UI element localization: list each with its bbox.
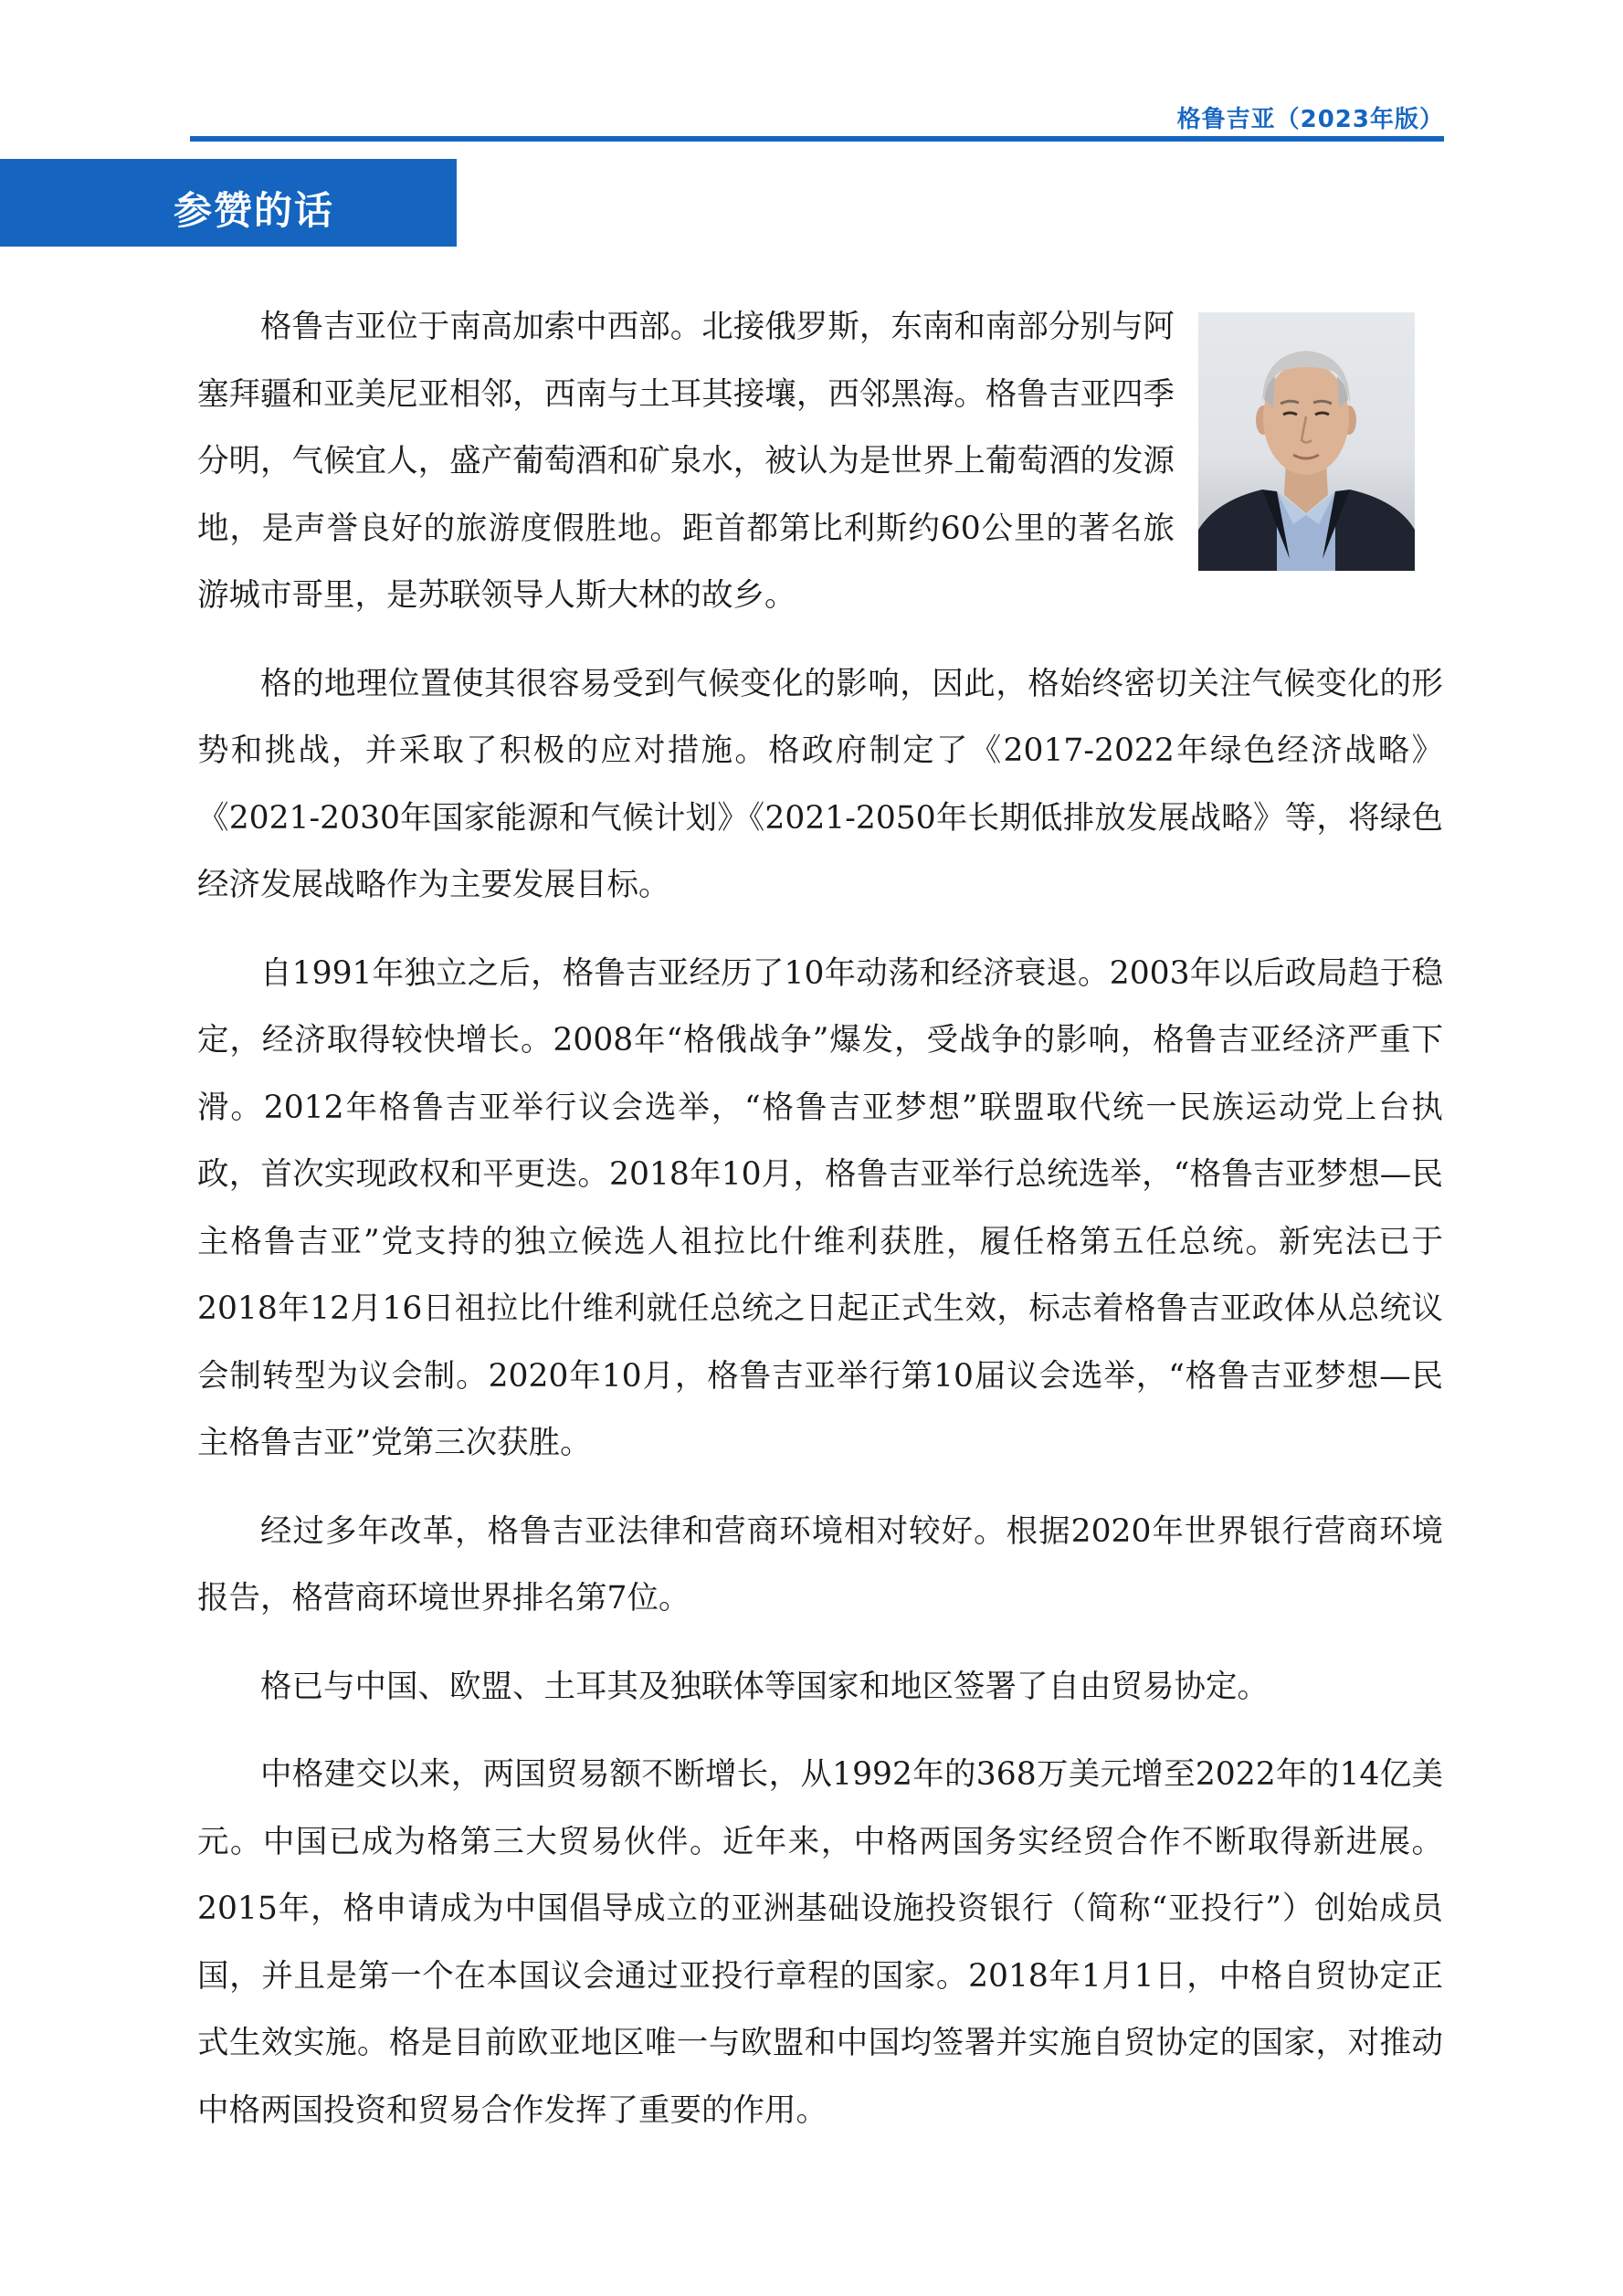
body-text [197, 294, 1443, 2165]
paragraph: 经过多年改革，格鲁吉亚法律和营商环境相对较好。根据2020年世界银行营商环境报告，格营商环境世界排名第7位。 [197, 1512, 1443, 1617]
paragraph: 格的地理位置使其很容易受到气候变化的影响，因此，格始终密切关注气候变化的形势和挑战，并采取了积极的应对措施。格政府制定了《2017-2022年绿色经济战略》《2021-2030年国家能源和气候计划》《2021-2050年长期低排放发展战略》等，将绿色经济发展战略作为主要发展目标。 [197, 665, 1443, 903]
section-banner [0, 159, 457, 247]
header-rule [190, 136, 1444, 142]
paragraph: 中格建交以来，两国贸易额不断增长，从1992年的368万美元增至2022年的14亿美元。中国已成为格第三大贸易伙伴。近年来，中格两国务实经贸合作不断取得新进展。2015年，格申请成为中国倡导成立的亚洲基础设施投资银行（简称“亚投行”）创始成员国，并且是第一个在本国议会通过亚投行章程的国家。2018年1月1日，中格自贸协定正式生效实施。格是目前欧亚地区唯一与欧盟和中国均签署并实施自贸协定的国家，对推动中格两国投资和贸易合作发挥了重要的作用。 [197, 1756, 1443, 2129]
section-title: 参赞的话 [174, 188, 335, 233]
paragraph: 自1991年独立之后，格鲁吉亚经历了10年动荡和经济衰退。2003年以后政局趋于稳定，经济取得较快增长。2008年“格俄战争”爆发，受战争的影响，格鲁吉亚经济严重下滑。2012年格鲁吉亚举行议会选举，“格鲁吉亚梦想”联盟取代统一民族运动党上台执政，首次实现政权和平更迭。2018年10月，格鲁吉亚举行总统选举，“格鲁吉亚梦想—民主格鲁吉亚”党支持的独立候选人祖拉比什维利获胜，履任格第五任总统。新宪法已于2018年12月16日祖拉比什维利就任总统之日起正式生效，标志着格鲁吉亚政体从总统议会制转型为议会制。2020年10月，格鲁吉亚举行第10届议会选举，“格鲁吉亚梦想—民主格鲁吉亚”党第三次获胜。 [197, 954, 1443, 1461]
header-title: 格鲁吉亚（2023年版） [1176, 106, 1444, 133]
paragraph: 格鲁吉亚位于南高加索中西部。北接俄罗斯，东南和南部分别与阿塞拜疆和亚美尼亚相邻，西南与土耳其接壤，西邻黑海。格鲁吉亚四季分明，气候宜人，盛产葡萄酒和矿泉水，被认为是世界上葡萄酒的发源地，是声誉良好的旅游度假胜地。距首都第比利斯约60公里的著名旅游城市哥里，是苏联领导人斯大林的故乡。 [197, 309, 1175, 614]
paragraph: 格已与中国、欧盟、土耳其及独联体等国家和地区签署了自由贸易协定。 [260, 1668, 1269, 1705]
